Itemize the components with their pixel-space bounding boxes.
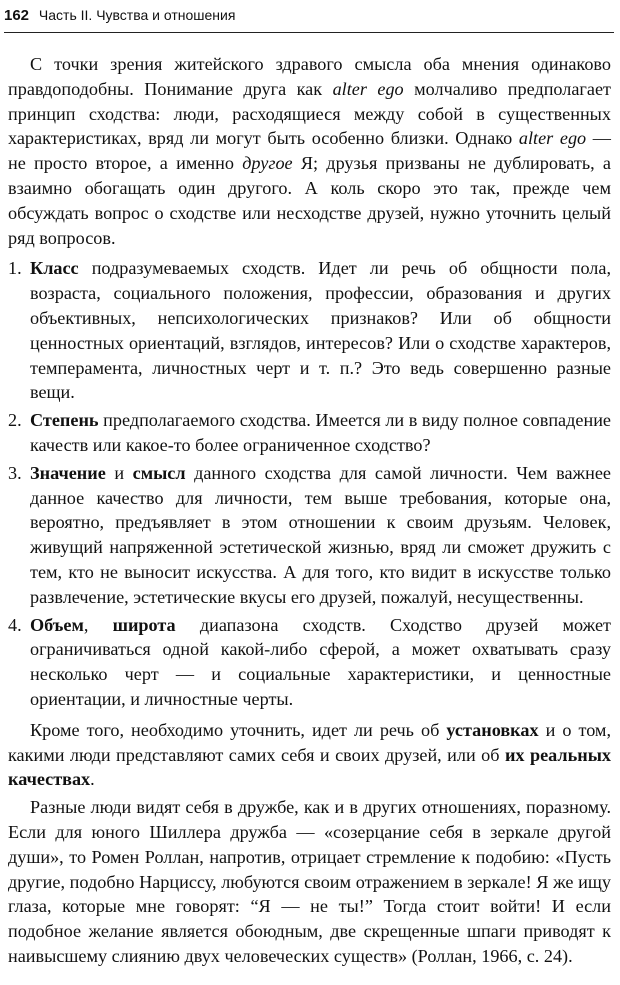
list-item-term-2: широта	[112, 614, 176, 635]
para2-text-1: Кроме того, необходимо уточнить, идет ли речь об	[30, 719, 447, 740]
list-number: 1.	[8, 258, 22, 279]
intro-text-3: — не просто второе, а именно	[8, 128, 611, 174]
body-text	[8, 52, 611, 969]
paragraph-2	[8, 718, 611, 792]
list-item-term: Степень	[30, 410, 99, 431]
numbered-list	[8, 256, 611, 711]
intro-italic-drugoe: другое	[242, 153, 293, 174]
intro-text-2: молчаливо предполагает принцип сходства: люди, расходящиеся между собой в существенных характеристиках, вряд ли могут быть особенно близки. Однако	[8, 78, 611, 149]
para2-text-2: и о том, какими люди представляют самих себя и своих друзей, или об	[8, 719, 611, 765]
list-item-1	[8, 256, 611, 405]
list-item-text: предполагаемого сходства. Имеется ли в виду полное совпадение качеств или какое-то более ограниченное сходство?	[30, 410, 611, 455]
list-item-connector: ,	[83, 614, 113, 635]
intro-text-1: С точки зрения житейского здравого смысла оба мнения одинаково правдоподобны. Понимание друга как	[8, 54, 611, 99]
list-number: 3.	[8, 462, 22, 483]
list-item-text: данного сходства для самой личности. Чем важнее данное качество для личности, тем выше требования, которые она, вероятно, предъявляет в этом отношении к своим друзьям. Человек, живущий напряженной эстетической жизнью, вряд ли сможет дружить с тем, кто не выносит искусства. А для того, кто видит в искусстве только развлечение, эстетические вкусы его друзей, пожалуй, несущественны.	[30, 462, 612, 607]
page-number: 162	[4, 7, 30, 24]
list-number: 4.	[8, 614, 22, 635]
intro-text-4: Я; друзья призваны не дублировать, а взаимно обогащать один другого. А коль скоро это так, прежде чем обсуждать вопрос о сходстве или несходстве друзей, нужно уточнить целый ряд вопросов.	[8, 153, 612, 248]
intro-paragraph	[8, 52, 611, 250]
para2-bold-ustanovki: установках	[446, 719, 539, 740]
list-item-3	[8, 461, 611, 610]
para2-bold-kachestva: их реальных качествах	[8, 744, 612, 790]
list-item-term-2: смысл	[132, 462, 186, 483]
list-item-text: диапазона сходств. Сходство друзей может ограничиваться одной какой-либо сферой, а может охватывать сразу несколько черт — и социальные характеристики, и ценностные ориентации, и личностные черты.	[30, 614, 612, 709]
list-item-term: Класс	[30, 258, 79, 279]
list-number: 2.	[8, 410, 22, 431]
paragraph-3: Разные люди видят себя в дружбе, как и в других отношениях, поразному. Если для юного Шиллера дружба — «созерцание себя в зеркале другой души», то Ромен Роллан, напротив, отрицает стремление к подобию: «Пусть другие, подобно Нарциссу, любуются своим отражением в зеркале! Я же ищу глаза, которые мне говорят: “Я — не ты!” Тогда стоит войти! И если подобное желание является обоюдным, две скрещенные шпаги приводят к наивысшему слиянию двух человеческих существ» (Роллан, 1966, с. 24).	[8, 797, 611, 966]
list-item-connector: и	[105, 462, 133, 483]
list-item-4	[8, 613, 611, 712]
intro-italic-alter-ego-2: alter ego	[518, 128, 587, 149]
para2-text-3: .	[90, 769, 95, 790]
list-item-2	[8, 408, 611, 458]
list-item-term: Значение	[30, 462, 106, 483]
intro-italic-alter-ego-1: alter ego	[332, 78, 404, 99]
list-item-term: Объем	[30, 614, 84, 635]
list-item-text: подразумеваемых сходств. Идет ли речь об общности пола, возраста, социального положения, профессии, образования и других объективных, непсихологических признаков? Или об общности ценностных ориентаций, взглядов, интересов? Или о сходстве характеров, темперамента, личностных черт и т. п.? Это ведь совершенно разные вещи.	[30, 258, 611, 403]
running-header	[4, 4, 614, 33]
section-title: Часть II. Чувства и отношения	[38, 7, 236, 23]
